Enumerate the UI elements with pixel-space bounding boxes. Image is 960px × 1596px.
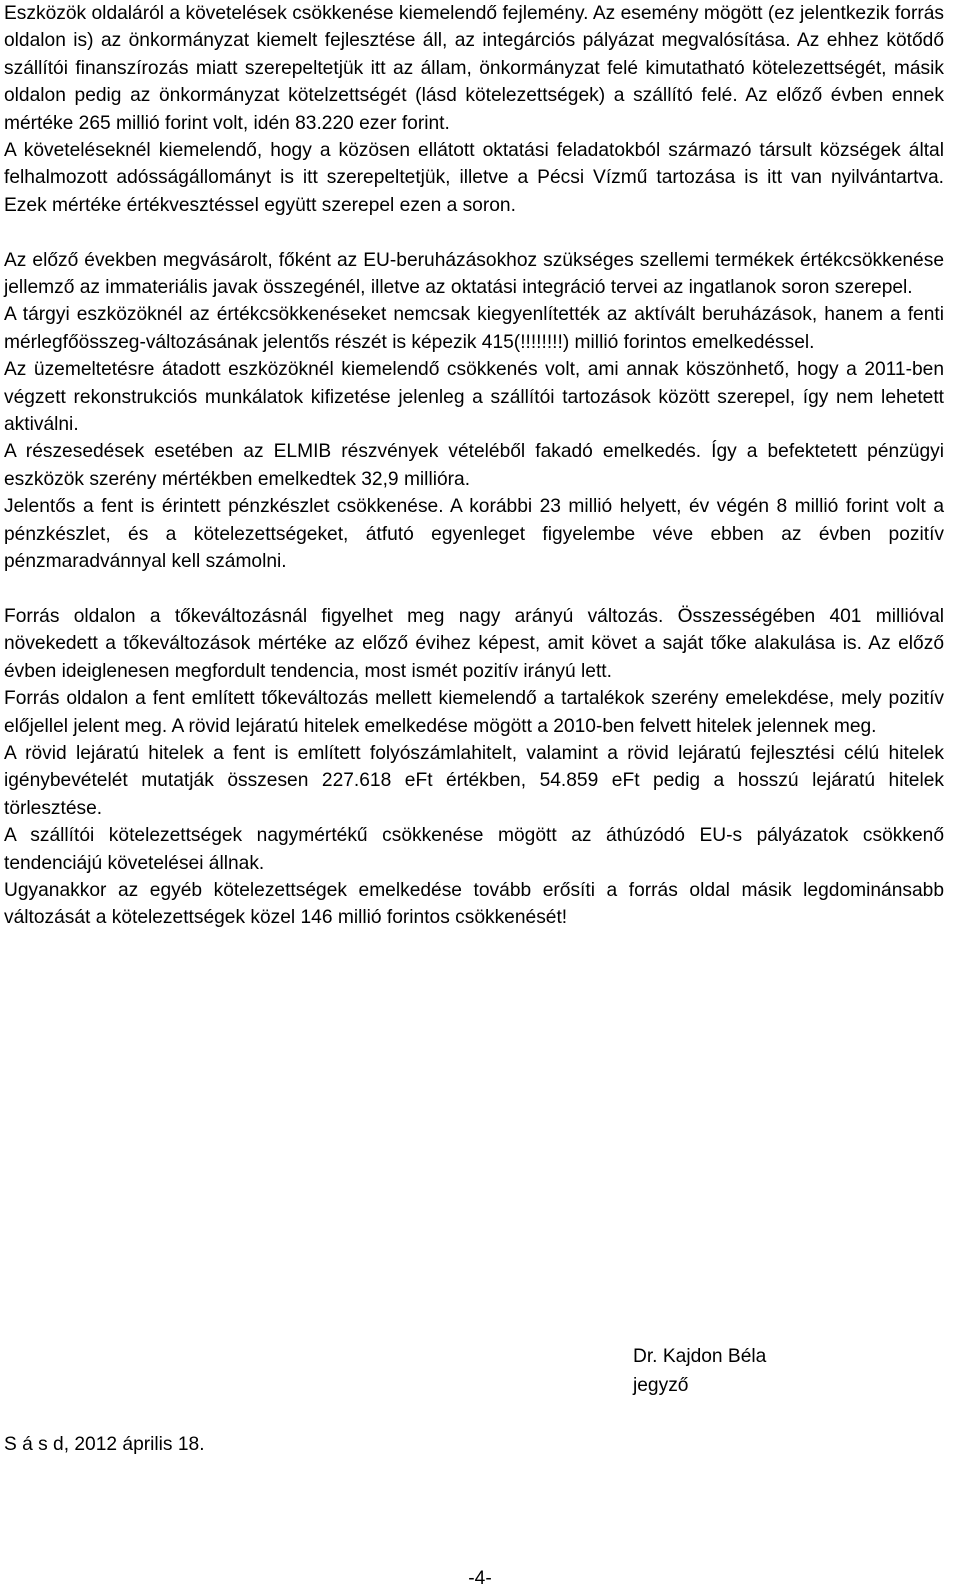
document-page: [4, 0, 944, 932]
paragraph: Az üzemeltetésre átadott eszközöknél kiemelendő csökkenés volt, ami annak köszönhető, hogy a 2011-ben végzett rekonstrukciós munkálatok kifizetése jelenleg a szállítói tartozások között szerepel, így nem lehetett aktiválni.: [4, 359, 944, 436]
signatory-name: Dr. Kajdon Béla: [633, 1346, 767, 1367]
signatory-title: jegyző: [633, 1375, 689, 1396]
document-body: [4, 0, 944, 932]
paragraph: A tárgyi eszközöknél az értékcsökkenéseket nemcsak kiegyenlítették az aktívált beruházások, hanem a fenti mérlegfőösszeg-változásának jelentős részét is képezik 415(!!!!!!!!) millió forintos emelkedéssel.: [4, 304, 944, 353]
paragraph: Forrás oldalon a tőkeváltozásnál figyelhet meg nagy arányú változás. Összességében 401 millióval növekedett a tőkeváltozások mértéke az előző évihez képest, amit követ a saját tőke alakulása is. Az előző évben ideiglenesen megfordult tendencia, most ismét pozitív irányú lett.: [4, 605, 944, 682]
page-number: -4-: [468, 1568, 492, 1589]
paragraph: A részesedések esetében az ELMIB részvények vételéből fakadó emelkedés. Így a befektetett pénzügyi eszközök szerény mértékben emelkedtek 32,9 millióra.: [4, 441, 944, 490]
paragraph: Jelentős a fent is érintett pénzkészlet csökkenése. A korábbi 23 millió helyett, év végén 8 millió forint volt a pénzkészlet, és a kötelezettségeket, átfutó egyenleget figyelembe véve ebben az évben pozitív pénzmaradvánnyal kell számolni.: [4, 496, 944, 573]
paragraph: A rövid lejáratú hitelek a fent is említett folyószámlahitelt, valamint a rövid lejáratú fejlesztési célú hitelek igénybevételét mutatják összesen 227.618 eFt értékben, 54.859 eFt pedig a hosszú lejáratú hitelek törlesztése.: [4, 742, 944, 819]
date-line: S á s d, 2012 április 18.: [4, 1434, 205, 1455]
paragraph: A szállítói kötelezettségek nagymértékű csökkenése mögött az áthúzódó EU-s pályázatok csökkenő tendenciájú követelései állnak.: [4, 825, 944, 874]
paragraph-gap: [4, 219, 944, 246]
paragraph: Az előző években megvásárolt, főként az EU-beruházásokhoz szükséges szellemi termékek értékcsökkenése jellemző az immateriális javak összegénél, illetve az oktatási integráció tervei az ingatlanok soron szerepel.: [4, 249, 944, 299]
paragraph: Forrás oldalon a fent említett tőkeváltozás mellett kiemelendő a tartalékok szerény emelekdése, mely pozitív előjellel jelent meg. A rövid lejáratú hitelek emelkedése mögött a 2010-ben felvett hitelek jelennek meg.: [4, 688, 944, 737]
paragraph: Ugyanakkor az egyéb kötelezettségek emelkedése tovább erősíti a forrás oldal másik legdominánsabb változását a kötelezettségek közel 146 millió forintos csökkenését!: [4, 879, 944, 929]
signature-block: [633, 1342, 766, 1400]
paragraph-gap: [4, 576, 944, 603]
paragraph: Eszközök oldaláról a követelések csökkenése kiemelendő fejlemény. Az esemény mögött (ez jelentkezik forrás oldalon is) az önkormányzat kiemelt fejlesztése áll, az integárciós pályázat megvalósítása. Az ehhez kötődő szállítói finanszírozás miatt szerepeltetjük itt az állam, önkormányzat felé kimutatható kötelezettségét, másik oldalon pedig az önkormányzat kötelzettségét (lásd kötelezettségek) a szállító felé. Az előző évben ennek mértéke 265 millió forint volt, idén 83.220 ezer forint.: [4, 3, 944, 134]
paragraph: A követeléseknél kiemelendő, hogy a közösen ellátott oktatási feladatokból származó társult községek által felhalmozott adósságállományt is itt szerepeltetjük, illetve a Pécsi Vízmű tartozása is itt van nyilvántartva. Ezek mértéke értékvesztéssel együtt szerepel ezen a soron.: [4, 140, 944, 216]
